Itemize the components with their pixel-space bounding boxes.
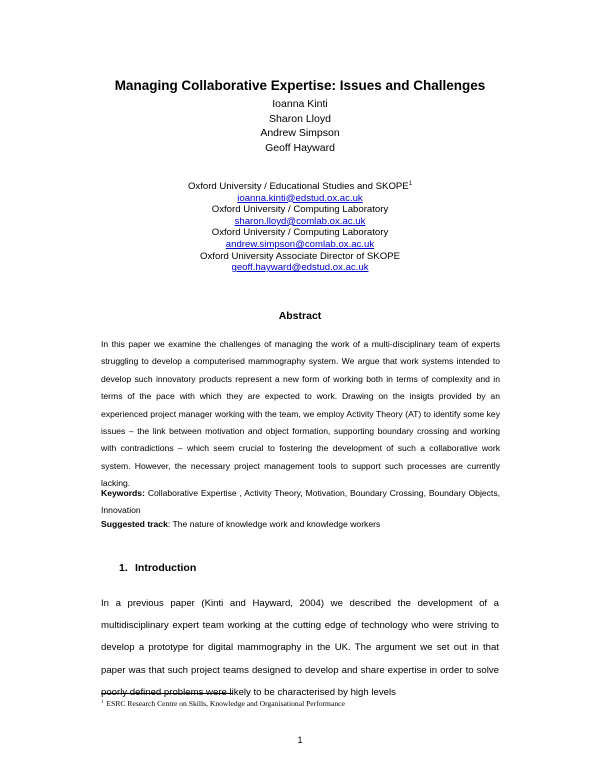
abstract-body: In this paper we examine the challenges of managing the work of a multi-disciplinary team of experts struggling to develop a computerised mammography system. We argue that work systems intended to develop such innovatory products represent a new form of working both in terms of complexity and in terms of the pace with which they are expected to work. Drawing on the insigts provided by an experienced project manager working with the team, we employ Activity Theory (AT) to identify some key issues – the link between motivation and object formation, supporting boundary crossing and working with contradictions – which seem crucial to fostering the development of such a collaborative work system. However, the necessary project management tools to support such processes are currently lacking. <box>101 339 500 489</box>
author-name: Andrew Simpson <box>260 127 340 139</box>
footnote-marker: 1 <box>408 181 413 187</box>
section-number: 1. <box>119 562 128 574</box>
email-link[interactable]: ioanna.kinti@edstud.ox.ac.uk <box>237 192 363 204</box>
affiliation-line <box>0 181 600 193</box>
email-link[interactable]: geoff.hayward@edstud.ox.ac.uk <box>231 262 369 274</box>
author-list <box>0 97 600 155</box>
page-number: 1 <box>297 735 303 745</box>
track-text: : The nature of knowledge work and knowledge workers <box>167 519 381 529</box>
footnote-mark: 1 <box>101 700 104 705</box>
keywords-label: Keywords: <box>101 488 145 498</box>
author-name: Geoff Hayward <box>265 141 335 154</box>
footnote-text: ESRC Research Centre on Skills, Knowledge and Organisational Performance <box>106 699 345 708</box>
email-link[interactable]: andrew.simpson@comlab.ox.ac.uk <box>225 238 375 250</box>
affiliation-text: Oxford University Associate Director of SKOPE <box>200 250 400 262</box>
introduction-paragraph: In a previous paper (Kinti and Hayward, 2004) we described the development of a multidisciplinary expert team working at the cutting edge of technology who were striving to develop a prototype for digital mammography in the UK. The argument we set out in that paper was that such project teams designed to develop and share expertise in order to solve poorly defined problems were likely to be characterised by high levels <box>101 598 499 698</box>
track-label: Suggested track <box>101 519 168 529</box>
abstract-heading: Abstract <box>278 310 322 322</box>
keywords-text: Collaborative Expertise , Activity Theory, Motivation, Boundary Crossing, Boundary Objects, Innovation <box>101 488 501 515</box>
keywords-line <box>101 485 500 519</box>
section-title: Introduction <box>135 562 197 574</box>
affiliation-text: Oxford University / Educational Studies and SKOPE <box>187 181 409 192</box>
author-name: Sharon Lloyd <box>269 112 331 125</box>
affiliations-block <box>0 181 600 274</box>
email-link[interactable]: sharon.lloyd@comlab.ox.ac.uk <box>234 215 366 227</box>
affiliation-text: Oxford University / Computing Laboratory <box>211 227 389 239</box>
affiliation-text: Oxford University / Computing Laboratory <box>211 204 389 216</box>
section-heading <box>119 562 196 574</box>
author-name: Ioanna Kinti <box>272 98 328 110</box>
paper-title: Managing Collaborative Expertise: Issues and Challenges <box>114 78 486 93</box>
footnote-divider <box>101 693 233 694</box>
suggested-track-line <box>101 516 500 533</box>
footnote <box>101 699 345 708</box>
